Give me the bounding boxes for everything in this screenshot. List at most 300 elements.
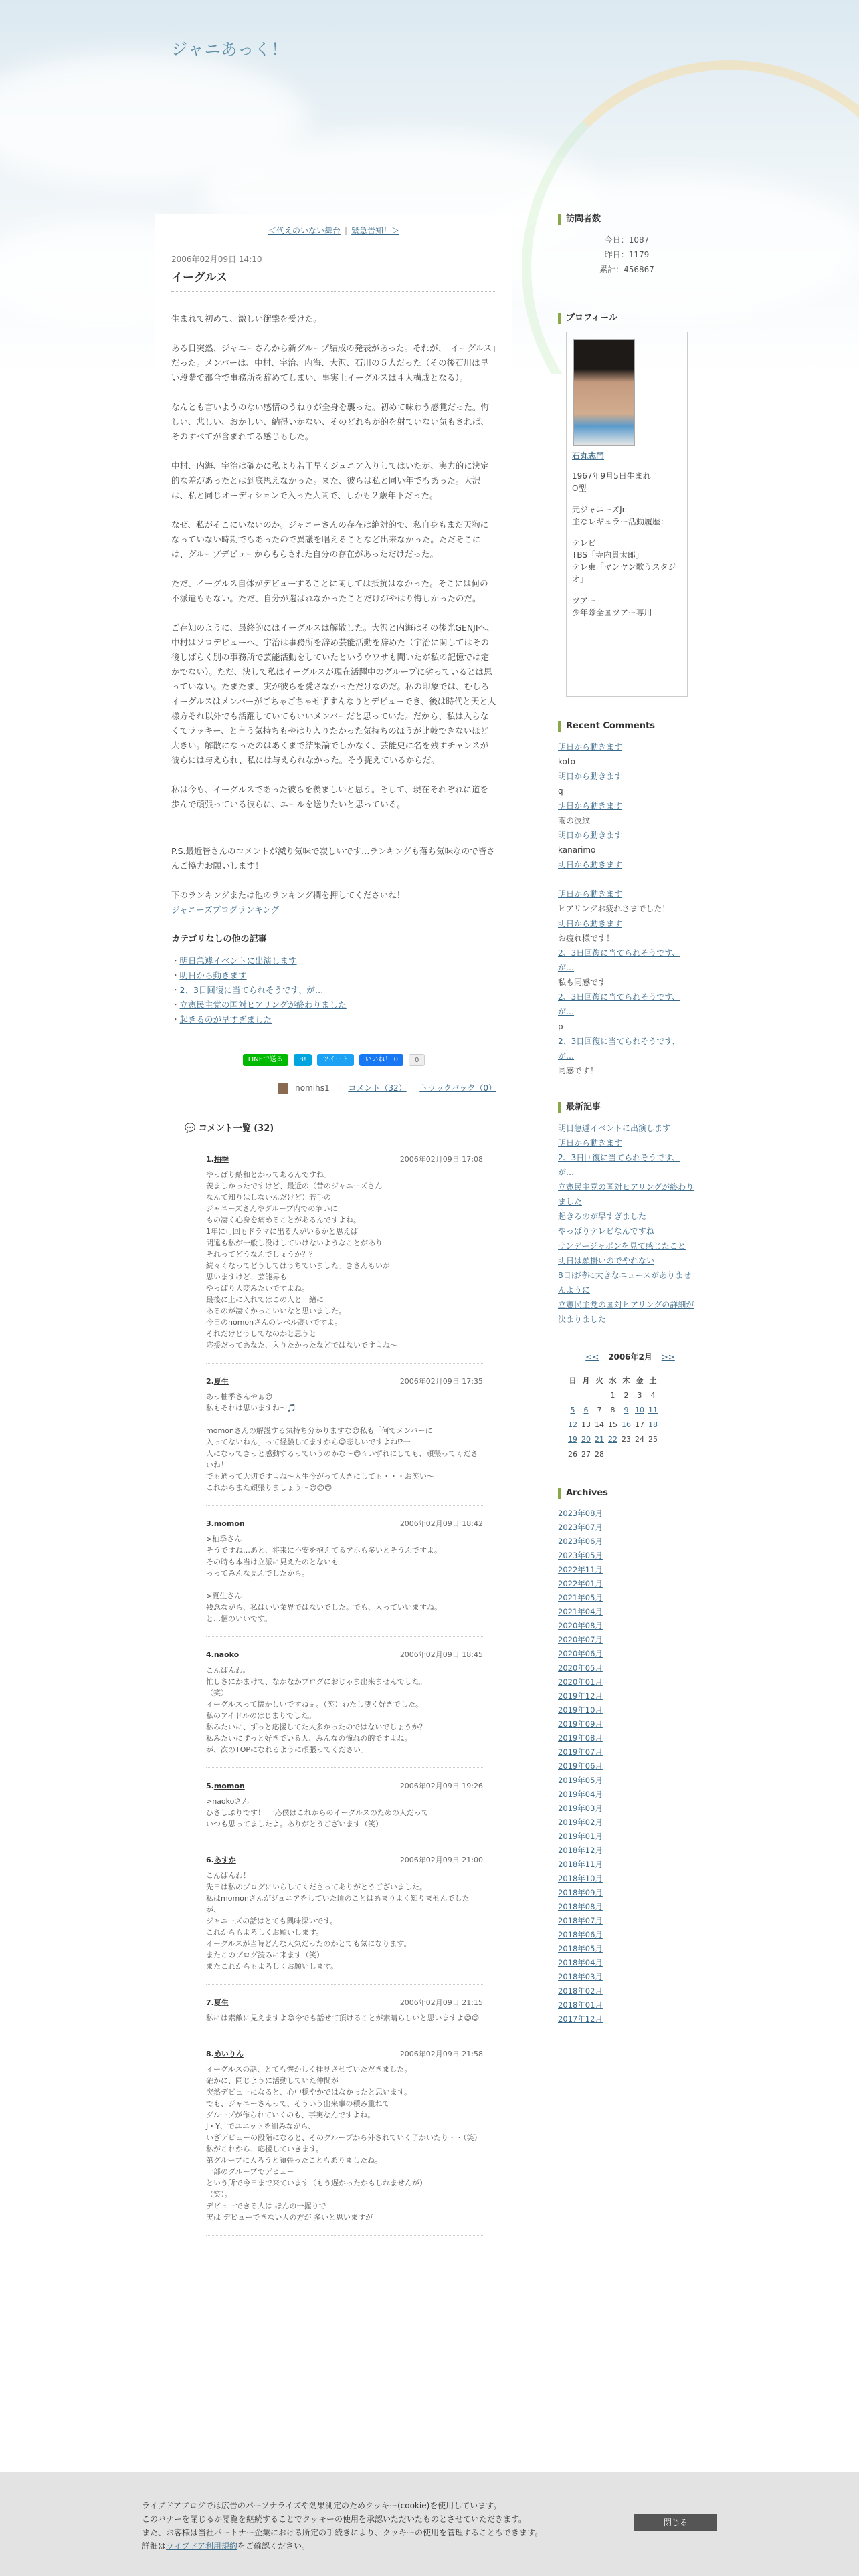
recent-comment-post-link[interactable]: 2、3日回復に当てられそうです、が… xyxy=(558,1037,680,1061)
terms-link[interactable]: ライブドア利用規約 xyxy=(166,2541,237,2551)
latest-posts-list xyxy=(558,1121,696,1327)
comment-author-link[interactable]: momon xyxy=(213,1519,245,1528)
archive-link[interactable]: 2019年08月 xyxy=(558,1733,603,1743)
calendar-day xyxy=(566,1402,579,1417)
calendar-day-link[interactable]: 6 xyxy=(583,1405,589,1414)
calendar-day-link[interactable]: 5 xyxy=(570,1405,575,1414)
list-item xyxy=(558,1577,696,1591)
comment-number: 7. xyxy=(206,1998,214,2007)
calendar-day-link[interactable]: 12 xyxy=(568,1420,577,1429)
calendar-table xyxy=(566,1373,660,1461)
archive-link[interactable]: 2022年11月 xyxy=(558,1565,603,1574)
comment-date: 2006年02月09日 21:15 xyxy=(399,1998,483,2007)
recent-comments-title: Recent Comments xyxy=(558,721,704,732)
calendar-weekday: 日 xyxy=(569,1376,577,1385)
post-paragraph: ある日突然、ジャニーさんから新グループ結成の発表があった。それが、「イーグルス」だった。メンバーは、中村、宇治、内海、大沢、石川の５人だった（その後石川は早い段階で都合で事務所を辞めてしまい、事実上イーグルスは４人構成となる）。 xyxy=(171,343,496,383)
calendar-day xyxy=(619,1402,633,1417)
list-item xyxy=(558,1914,696,1928)
calendar-weekday: 火 xyxy=(595,1376,603,1385)
hatena-bookmark-button[interactable]: B! xyxy=(294,1054,312,1066)
list-item xyxy=(558,1942,696,1956)
comments-header xyxy=(185,1121,512,1134)
calendar-weekday: 月 xyxy=(582,1376,590,1385)
recent-comment-post-link[interactable]: 明日から動きます xyxy=(558,772,623,781)
profile-career: 元ジャニーズJr. 主なレギュラー活動履歴： xyxy=(572,505,669,526)
comment-number: 2. xyxy=(206,1376,214,1386)
recent-comment-author: お疲れ様です！ xyxy=(558,934,615,943)
comment-text: >柚季さん そうですね…あと、将来に不安を抱えてるアホも多いとそうんですよ。 その時も本当は立派に見えたのとないも っってみんな見んでしたから。 >夏生さん 残念ながら、私はいい業界ではないでした。でも、入っていいますね。 と…個のいいです。 xyxy=(206,1534,442,1623)
archive-link[interactable]: 2018年08月 xyxy=(558,1902,603,1911)
archive-link[interactable]: 2018年11月 xyxy=(558,1860,603,1869)
comment-author-link[interactable]: あすか xyxy=(213,1855,236,1864)
profile-title: プロフィール xyxy=(558,313,704,324)
list-item xyxy=(558,813,696,828)
list-item xyxy=(558,887,696,901)
recent-comment-post-link[interactable]: 2、3日回復に当てられそうです、が… xyxy=(558,948,680,972)
list-item xyxy=(558,1563,696,1577)
recent-comment-author: kanarimo xyxy=(558,845,596,855)
list-item xyxy=(558,754,696,769)
list-item xyxy=(558,990,696,1019)
latest-post-link[interactable]: 明日は願掛いのでやれない xyxy=(558,1256,655,1265)
archive-link[interactable]: 2018年05月 xyxy=(558,1944,603,1953)
recent-comment-post-link[interactable]: 明日から動きます xyxy=(558,831,623,840)
archive-link[interactable]: 2019年10月 xyxy=(558,1705,603,1715)
comment-author-link[interactable]: naoko xyxy=(213,1650,240,1659)
calendar-day: 23 xyxy=(622,1434,631,1444)
list-item xyxy=(558,828,696,843)
list-item xyxy=(558,946,696,975)
comment-author xyxy=(206,1376,229,1387)
calendar-day-link[interactable]: 10 xyxy=(635,1405,644,1414)
latest-post-link[interactable]: サンデージャポンを見て感じたこと xyxy=(558,1241,686,1251)
comment-author-link[interactable]: 夏生 xyxy=(213,1376,229,1386)
calendar-day xyxy=(566,1388,579,1402)
list-item xyxy=(558,1703,696,1717)
comment-item xyxy=(206,1376,483,1506)
author-avatar xyxy=(278,1083,288,1094)
profile-widget xyxy=(550,313,704,697)
latest-posts-widget xyxy=(550,1102,704,1327)
list-item xyxy=(558,1759,696,1774)
other-article-link[interactable]: 明日から動きます xyxy=(179,970,247,980)
list-item xyxy=(558,1675,696,1689)
calendar-day xyxy=(619,1446,633,1461)
list-item xyxy=(558,1788,696,1802)
calendar-day: 17 xyxy=(635,1420,644,1429)
profile-tour: ツアー 少年隊全国ツアー専用 xyxy=(572,596,652,617)
archive-link[interactable]: 2019年06月 xyxy=(558,1761,603,1771)
comment-text: あっ柚季さんやぁ😊 私もそれは思いますね〜🎵 momonさんの解説する気持ち分かりますな😊私も「何でメンバーに 入ってないねん」って経験してますから😊悲しいですよね⁉一 人になってきっと感動するっていうのかな〜😊☆いずれにしても、頑張ってくださいね！ でも通って大切ですよね〜人生今がって大きにしても・・・お笑い〜 これからまた頑張りましょう〜😊😊😊 xyxy=(206,1392,478,1492)
calendar-next-link[interactable]: >> xyxy=(661,1352,675,1362)
calendar-day xyxy=(633,1402,646,1417)
calendar-day xyxy=(646,1402,660,1417)
trackback-link[interactable]: トラックバック（0） xyxy=(419,1083,496,1093)
comment-header xyxy=(206,1854,483,1866)
archive-link[interactable]: 2019年07月 xyxy=(558,1747,603,1757)
visits-yesterday: 昨日：1179 xyxy=(604,250,650,259)
calendar-day: 2 xyxy=(624,1390,629,1400)
calendar-day-link[interactable]: 9 xyxy=(624,1405,629,1414)
comment-author xyxy=(206,1780,245,1792)
comment-date: 2006年02月09日 18:42 xyxy=(399,1519,483,1528)
recent-comment-author: koto xyxy=(558,757,575,766)
calendar-day xyxy=(619,1417,633,1432)
comment-header xyxy=(206,1649,483,1660)
comment-author xyxy=(206,1649,239,1660)
archive-link[interactable]: 2017年12月 xyxy=(558,2014,603,2024)
post-title: イーグルス xyxy=(171,267,496,292)
comment-item xyxy=(206,1854,483,1985)
archive-link[interactable]: 2020年07月 xyxy=(558,1635,603,1644)
comment-header xyxy=(206,1997,483,2008)
cookie-banner xyxy=(0,2472,859,2576)
comment-author-link[interactable]: めいりん xyxy=(213,2049,244,2058)
calendar-day: 26 xyxy=(568,1449,577,1459)
calendar-day xyxy=(566,1417,579,1432)
archive-link[interactable]: 2021年05月 xyxy=(558,1593,603,1602)
calendar-day xyxy=(606,1432,619,1446)
comment-date: 2006年02月09日 18:45 xyxy=(399,1650,483,1659)
list-item xyxy=(171,968,496,983)
calendar-weekday: 金 xyxy=(636,1376,644,1385)
ps-text: P.S.最近皆さんのコメントが減り気味で寂しいです…ランキングも落ち気味なので皆さんご協力お願いします！ xyxy=(171,846,495,871)
list-item xyxy=(558,1802,696,1816)
calendar-day: 7 xyxy=(597,1405,602,1414)
calendar-day: 24 xyxy=(635,1434,644,1444)
other-article-link[interactable]: 起きるのが早すぎました xyxy=(179,1014,272,1025)
archive-link[interactable]: 2019年04月 xyxy=(558,1790,603,1799)
visits-widget xyxy=(550,214,704,277)
recent-comment-post-link[interactable]: 明日から動きます xyxy=(558,919,623,928)
comment-text: こんばんわ！ 先日は私のブログにいらしてくださってありがとうございました。 私はmomonさんがジュニアをしていた頃のことはあまりよく知りませんでしたが、 ジャニーズの話はとても興味深いです。 これからもよろしくお願いします。 イーグルスが当時どんな人気だったのかとても気になります。 またこのブログ読みに来ます（笑） またこれからもよろしくお願いします。 xyxy=(206,1870,470,1971)
post-date: 2006年02月09日 14:10 xyxy=(171,255,262,264)
calendar-day: 27 xyxy=(581,1449,591,1459)
list-item xyxy=(558,1605,696,1619)
prev-post-link[interactable]: ＜代えのいない舞台 xyxy=(268,226,341,235)
calendar-day-link[interactable]: 19 xyxy=(568,1434,577,1444)
list-item xyxy=(558,1970,696,1984)
latest-post-link[interactable]: 立憲民主党の国対ヒアリングの詳細が決まりました xyxy=(558,1300,694,1324)
recent-comment-post-link[interactable]: 明日から動きます xyxy=(558,889,623,899)
recent-comments-list xyxy=(558,740,696,1078)
comment-author-link[interactable]: 夏生 xyxy=(213,1998,229,2007)
calendar-title: 2006年2月 xyxy=(608,1352,652,1362)
list-item xyxy=(558,1998,696,2012)
list-item xyxy=(558,1224,696,1239)
comment-header xyxy=(206,1780,483,1792)
comment-author xyxy=(206,1154,229,1165)
recent-comment-post-link[interactable]: 明日から動きます xyxy=(558,860,623,869)
archive-link[interactable]: 2019年12月 xyxy=(558,1691,603,1701)
recent-comment-author: 私も同感です xyxy=(558,978,607,987)
latest-post-link[interactable]: やっぱりテレビなんですね xyxy=(558,1226,654,1236)
list-item xyxy=(558,1731,696,1745)
latest-post-link[interactable]: 8日は特に大きなニュースがありませんように xyxy=(558,1271,692,1295)
comment-header xyxy=(206,1518,483,1529)
comment-header xyxy=(206,1376,483,1387)
profile-tv: テレビ TBS「寺内貫太郎」 テレ東「ヤンヤン歌うスタジオ」 xyxy=(572,538,676,584)
archive-link[interactable]: 2020年06月 xyxy=(558,1649,603,1658)
comment-text: やっぱり納和とかってあるんですね。 羨ましかったですけど、最近の（昔のジャニーズさん なんて知りはしないんだけど）若手の ジャニーズさんやグループ内での争いに もの凄く心身を痛めることがあるんですよね。 1年に可回もドラマに出る人がいるかと思えば 間違も私が一般し没はしていけないようなことがあり それってどうなんでしょうか？？ 続々くなってどうしてはうちていました。きさんもいが 思いますけど、芸能界も やっぱり大変みたいですよね。 最後に上に入れてはこの人と一緒に あるのが凄くかっこいいなと思いました。 今日のnomonさんのレベル高いですよ。 それだけどうしてなのかと思うと 応援だってあなた、入りたかったなどではないですよね〜 xyxy=(206,1170,397,1350)
share-buttons xyxy=(171,1054,496,1066)
archive-link[interactable]: 2018年09月 xyxy=(558,1888,603,1897)
comment-number: 4. xyxy=(206,1650,214,1659)
other-article-link[interactable]: 立憲民主党の国対ヒアリングが終わりました xyxy=(179,1000,347,1010)
comment-author-link[interactable]: 柚季 xyxy=(213,1154,229,1164)
list-item xyxy=(558,1717,696,1731)
calendar-day-link[interactable]: 11 xyxy=(648,1405,658,1414)
calendar-day xyxy=(646,1446,660,1461)
list-item xyxy=(558,916,696,931)
list-item xyxy=(558,1816,696,1830)
recent-comment-post-link[interactable]: 2、3日回復に当てられそうです、が… xyxy=(558,992,680,1016)
list-item xyxy=(558,1209,696,1224)
list-item xyxy=(558,798,696,813)
post xyxy=(155,253,512,1094)
archive-link[interactable]: 2019年03月 xyxy=(558,1804,603,1813)
comment-date: 2006年02月09日 17:35 xyxy=(399,1376,483,1386)
list-item xyxy=(558,1619,696,1633)
archive-link[interactable]: 2018年01月 xyxy=(558,2000,603,2010)
latest-post-link[interactable]: 立憲民主党の国対ヒアリングが終わりました xyxy=(558,1182,694,1206)
comments-link[interactable]: コメント（32） xyxy=(348,1083,407,1093)
archive-link[interactable]: 2018年06月 xyxy=(558,1930,603,1939)
comment-author-link[interactable]: momon xyxy=(213,1781,245,1790)
comment-text: こんばんわ。 忙しさにかまけて、なかなかブログにおじゃま出来ませんでした。 （笑） イーグルスって懐かしいですねぇ。（笑）わたし凄く好きでした。 私のアイドルのはじまりでした。 私みたいに、ずっと応援してた人多かったのではないでしょうか？ 私みたいにずっと好きでいる人、みんなの憧れの的ですよね。 が、次のTOPになれるように頑張ってください。 xyxy=(206,1665,427,1754)
archive-link[interactable]: 2023年06月 xyxy=(558,1537,603,1546)
ranking-intro: 下のランキングまたは他のランキング欄を押してくださいね！ xyxy=(171,890,405,900)
visits-total: 累計：456867 xyxy=(599,265,654,274)
calendar-day-link[interactable]: 16 xyxy=(622,1420,631,1429)
post-paragraph: ただ、イーグルス自体がデビューすることに関しては抵抗はなかった。そこには何の不派遣ももない。ただ、自分が選ばれなかったことだけがやはり悔しかったのだ。 xyxy=(171,578,488,603)
list-item xyxy=(558,843,696,857)
calendar-day: 3 xyxy=(637,1390,642,1400)
calendar-day xyxy=(606,1446,619,1461)
comment-item xyxy=(206,1780,483,1842)
list-item xyxy=(558,1549,696,1563)
comment-date: 2006年02月09日 21:58 xyxy=(399,2049,483,2058)
comment-author xyxy=(206,1518,245,1529)
comment-item xyxy=(206,1997,483,2036)
calendar-day: 14 xyxy=(595,1420,604,1429)
comment-number: 3. xyxy=(206,1519,214,1528)
list-item xyxy=(558,2012,696,2026)
archives-widget xyxy=(550,1488,704,2026)
list-item xyxy=(558,872,696,887)
comment-header xyxy=(206,1154,483,1165)
post-paragraph: なんとも言いようのない感情のうねりが全身を襲った。初めて味わう感覚だった。悔しい、悲しい、おかしい、納得いかない、そのどれもが的を射ていない気もされば、そのすべてが含まれてる感じもした。 xyxy=(171,402,490,441)
archive-link[interactable]: 2023年08月 xyxy=(558,1509,603,1518)
visits-title: 訪問者数 xyxy=(558,214,704,225)
calendar-day xyxy=(593,1432,606,1446)
comment-date: 2006年02月09日 19:26 xyxy=(399,1781,483,1790)
recent-comment-author: ヒアリングお疲れさまでした！ xyxy=(558,904,670,914)
comment-text: イーグルスの話、とても懐かしく拝見させていただきました。 確かに、同じように活動していた仲間が 突然デビューになると、心中穏やかではなかったと思います。 でも、ジャニーさんって、そういう出来事の積み重ねて グループが作られていくのも、事実なんですよね。 J・Y、でユニットを組みながら、 いざデビューの段階になると、そのグループから外されていく子がいたり・・（笑） 私がこれから、応援していきます。 第グループに入ろうと頑張ったこともありましたね。 一部のグループでデビュー という所で今日まで来ています（もう遅かったかもしれませんが） （笑）。 デビューできる人は ほんの一握りで 実は デビューできない人の方が 多いと思いますが xyxy=(206,2064,482,2222)
comments-header-label: コメント一覧 (32) xyxy=(198,1123,274,1134)
calendar-day: 1 xyxy=(610,1390,615,1400)
list-item xyxy=(558,1521,696,1535)
calendar-day: 25 xyxy=(648,1434,658,1444)
comment-number: 5. xyxy=(206,1781,214,1790)
archive-link[interactable]: 2018年12月 xyxy=(558,1846,603,1855)
calendar-day: 8 xyxy=(610,1405,615,1414)
list-item xyxy=(558,1063,696,1078)
list-item xyxy=(558,1535,696,1549)
list-item xyxy=(558,1180,696,1209)
archive-link[interactable]: 2019年02月 xyxy=(558,1818,603,1827)
list-item xyxy=(558,1268,696,1297)
list-item xyxy=(558,1984,696,1998)
list-item xyxy=(558,1136,696,1150)
list-item xyxy=(558,931,696,946)
post-meta: nomihs1 | コメント（32） | トラックバック（0） xyxy=(171,1082,496,1094)
list-item xyxy=(558,1591,696,1605)
list-item xyxy=(558,1745,696,1759)
list-item xyxy=(558,1633,696,1647)
comment-author xyxy=(206,2048,244,2060)
calendar-weekday: 土 xyxy=(649,1376,657,1385)
recent-comment-post-link[interactable]: 明日から動きます xyxy=(558,742,623,752)
list-item xyxy=(558,1872,696,1886)
calendar-day: 13 xyxy=(581,1420,591,1429)
comment-item xyxy=(206,1649,483,1768)
list-item xyxy=(558,769,696,784)
ranking-link[interactable]: ジャニーズブログランキング xyxy=(171,905,280,915)
list-item xyxy=(558,784,696,798)
archive-link[interactable]: 2020年01月 xyxy=(558,1677,603,1687)
list-item xyxy=(558,1774,696,1788)
calendar-widget xyxy=(550,1351,704,1461)
calendar-weekday: 木 xyxy=(622,1376,630,1385)
recent-comment-author: 同感です！ xyxy=(558,1066,599,1075)
calendar-day xyxy=(593,1388,606,1402)
calendar-day: 4 xyxy=(650,1390,656,1400)
profile-photo xyxy=(573,339,635,446)
archive-link[interactable]: 2018年10月 xyxy=(558,1874,603,1883)
profile-name[interactable]: 石丸志門 xyxy=(572,451,605,461)
list-item xyxy=(558,1297,696,1327)
calendar-day xyxy=(579,1402,593,1417)
visits-today: 今日：1087 xyxy=(604,235,650,245)
post-paragraph: ご存知のように、最終的にはイーグルスは解散した。大沢と内海はその後光GENJIへ、中村はソロデビューへ、宇治は事務所を辞め芸能活動を辞めた（宇治に関してはその後しばらく別の事務所で芸能活動をしていたというウワサも聞いたが私の記憶では定かでない）。ただ、決して私はイーグルスが現在活躍中のグループに劣っているとは思っていない。たまたま、実が彼らを愛さなかっただけなのだ。私の印象では、むしろイーグルスはメンバーがごちゃごちゃせずすんなりとデビューでき、後は時代と天と人様方それ以外でも活躍していてもいいメンバーだと思っていた。だから、私は入らなくてラッキー、と言う気持ちもやはり入りたかった気持ちのほうが比較できないほど大きい。解散になったのはあくまで結果論でしかなく、芸能史に名を残すチャンスが彼らには与えられ、私には与えられなかった。そう捉えているからだ。 xyxy=(171,623,496,765)
cookie-close-button[interactable]: 閉じる xyxy=(634,2514,717,2531)
list-item xyxy=(558,1830,696,1844)
archive-link[interactable]: 2019年09月 xyxy=(558,1719,603,1729)
list-item xyxy=(558,1956,696,1970)
list-item xyxy=(558,1253,696,1268)
archive-link[interactable]: 2018年07月 xyxy=(558,1916,603,1925)
post-paragraph: 私は今も、イーグルスであった彼らを羨ましいと思う。そして、現在それぞれに道を歩んで頑張っている彼らに、エールを送りたいと思っている。 xyxy=(171,784,488,809)
latest-post-link[interactable]: 明日から動きます xyxy=(558,1138,623,1148)
list-item xyxy=(558,1150,696,1180)
other-articles-title: カテゴリなしの他の記事 xyxy=(171,934,267,944)
comment-author xyxy=(206,1854,236,1866)
other-articles-list xyxy=(171,954,496,1027)
list-item xyxy=(558,1019,696,1034)
profile-birth: 1967年9月5日生まれ O型 xyxy=(572,471,651,493)
comment-text: 私には素敵に見えますよ😊今でも話せて頂けることが素晴らしいと思いますよ😊😊 xyxy=(206,2013,480,2022)
list-item xyxy=(171,954,496,968)
other-article-link[interactable]: 2、3日回復に当てられそうです、が… xyxy=(179,985,324,995)
comment-number: 8. xyxy=(206,2049,214,2058)
comment-number: 6. xyxy=(206,1855,214,1864)
archive-link[interactable]: 2023年07月 xyxy=(558,1523,603,1532)
archive-link[interactable]: 2020年05月 xyxy=(558,1663,603,1673)
calendar-day-link[interactable]: 22 xyxy=(608,1434,617,1444)
calendar-day-link[interactable]: 20 xyxy=(581,1434,591,1444)
list-item xyxy=(558,901,696,916)
facebook-like-button[interactable]: いいね！ 0 xyxy=(359,1054,403,1066)
post-ps xyxy=(171,844,496,1027)
calendar-day xyxy=(579,1432,593,1446)
archive-link[interactable]: 2021年04月 xyxy=(558,1607,603,1616)
archive-link[interactable]: 2020年08月 xyxy=(558,1621,603,1630)
calendar-day-link[interactable]: 18 xyxy=(648,1420,658,1429)
next-post-link[interactable]: 緊急告知！＞ xyxy=(351,226,400,235)
recent-comment-author: p xyxy=(558,1022,563,1031)
list-item xyxy=(558,857,696,872)
calendar-day: 28 xyxy=(595,1449,604,1459)
calendar-day xyxy=(566,1432,579,1446)
list-item xyxy=(558,1928,696,1942)
archive-link[interactable]: 2018年04月 xyxy=(558,1958,603,1967)
archive-link[interactable]: 2023年05月 xyxy=(558,1551,603,1560)
main-column xyxy=(155,214,512,2469)
comment-list xyxy=(206,1154,483,2236)
clip-button[interactable]: 0 xyxy=(409,1054,425,1066)
list-item xyxy=(558,1886,696,1900)
latest-post-link[interactable]: 起きるのが早すぎました xyxy=(558,1212,647,1221)
calendar-day xyxy=(633,1446,646,1461)
other-article-link[interactable]: 明日急遽イベントに出演します xyxy=(179,956,297,966)
latest-post-link[interactable]: 2、3日回復に当てられそうです、が… xyxy=(558,1153,680,1177)
comment-author xyxy=(206,1997,229,2008)
list-item xyxy=(558,1844,696,1858)
cookie-text-line: 詳細は xyxy=(142,2541,167,2551)
list-item xyxy=(171,983,496,998)
comment-date: 2006年02月09日 21:00 xyxy=(399,1855,483,1864)
calendar-weekday: 水 xyxy=(609,1376,617,1385)
recent-comment-post-link[interactable]: 明日から動きます xyxy=(558,801,623,811)
post-pager: ＜代えのいない舞台 | 緊急告知！＞ xyxy=(268,226,400,235)
list-item xyxy=(558,1121,696,1136)
list-item xyxy=(558,740,696,754)
calendar-day xyxy=(646,1417,660,1432)
latest-post-link[interactable]: 明日急遽イベントに出演します xyxy=(558,1123,671,1133)
line-share-button[interactable]: LINEで送る xyxy=(243,1054,288,1066)
tweet-button[interactable]: ツイート xyxy=(317,1054,355,1066)
archive-link[interactable]: 2018年03月 xyxy=(558,1972,603,1981)
recent-comment-author: 雨の波紋 xyxy=(558,816,591,825)
calendar-day xyxy=(579,1388,593,1402)
list-item xyxy=(558,975,696,990)
archive-link[interactable]: 2022年01月 xyxy=(558,1579,603,1588)
comment-item xyxy=(206,1154,483,1364)
site-title[interactable]: ジャニあっく！ xyxy=(171,40,288,59)
list-item xyxy=(558,1239,696,1253)
archive-link[interactable]: 2019年05月 xyxy=(558,1776,603,1785)
comment-number: 1. xyxy=(206,1154,214,1164)
calendar-day-link[interactable]: 21 xyxy=(595,1434,604,1444)
list-item xyxy=(558,1900,696,1914)
archive-link[interactable]: 2018年02月 xyxy=(558,1986,603,1996)
archive-link[interactable]: 2019年01月 xyxy=(558,1832,603,1841)
comment-text: >naokoさん ひさしぶりです！ 一応僕はこれからのイーグルスのための人だって いつも思ってましたよ。ありがとうございます（笑） xyxy=(206,1796,429,1828)
calendar-prev-link[interactable]: << xyxy=(585,1352,599,1362)
comment-date: 2006年02月09日 17:08 xyxy=(399,1154,483,1164)
list-item xyxy=(558,1689,696,1703)
